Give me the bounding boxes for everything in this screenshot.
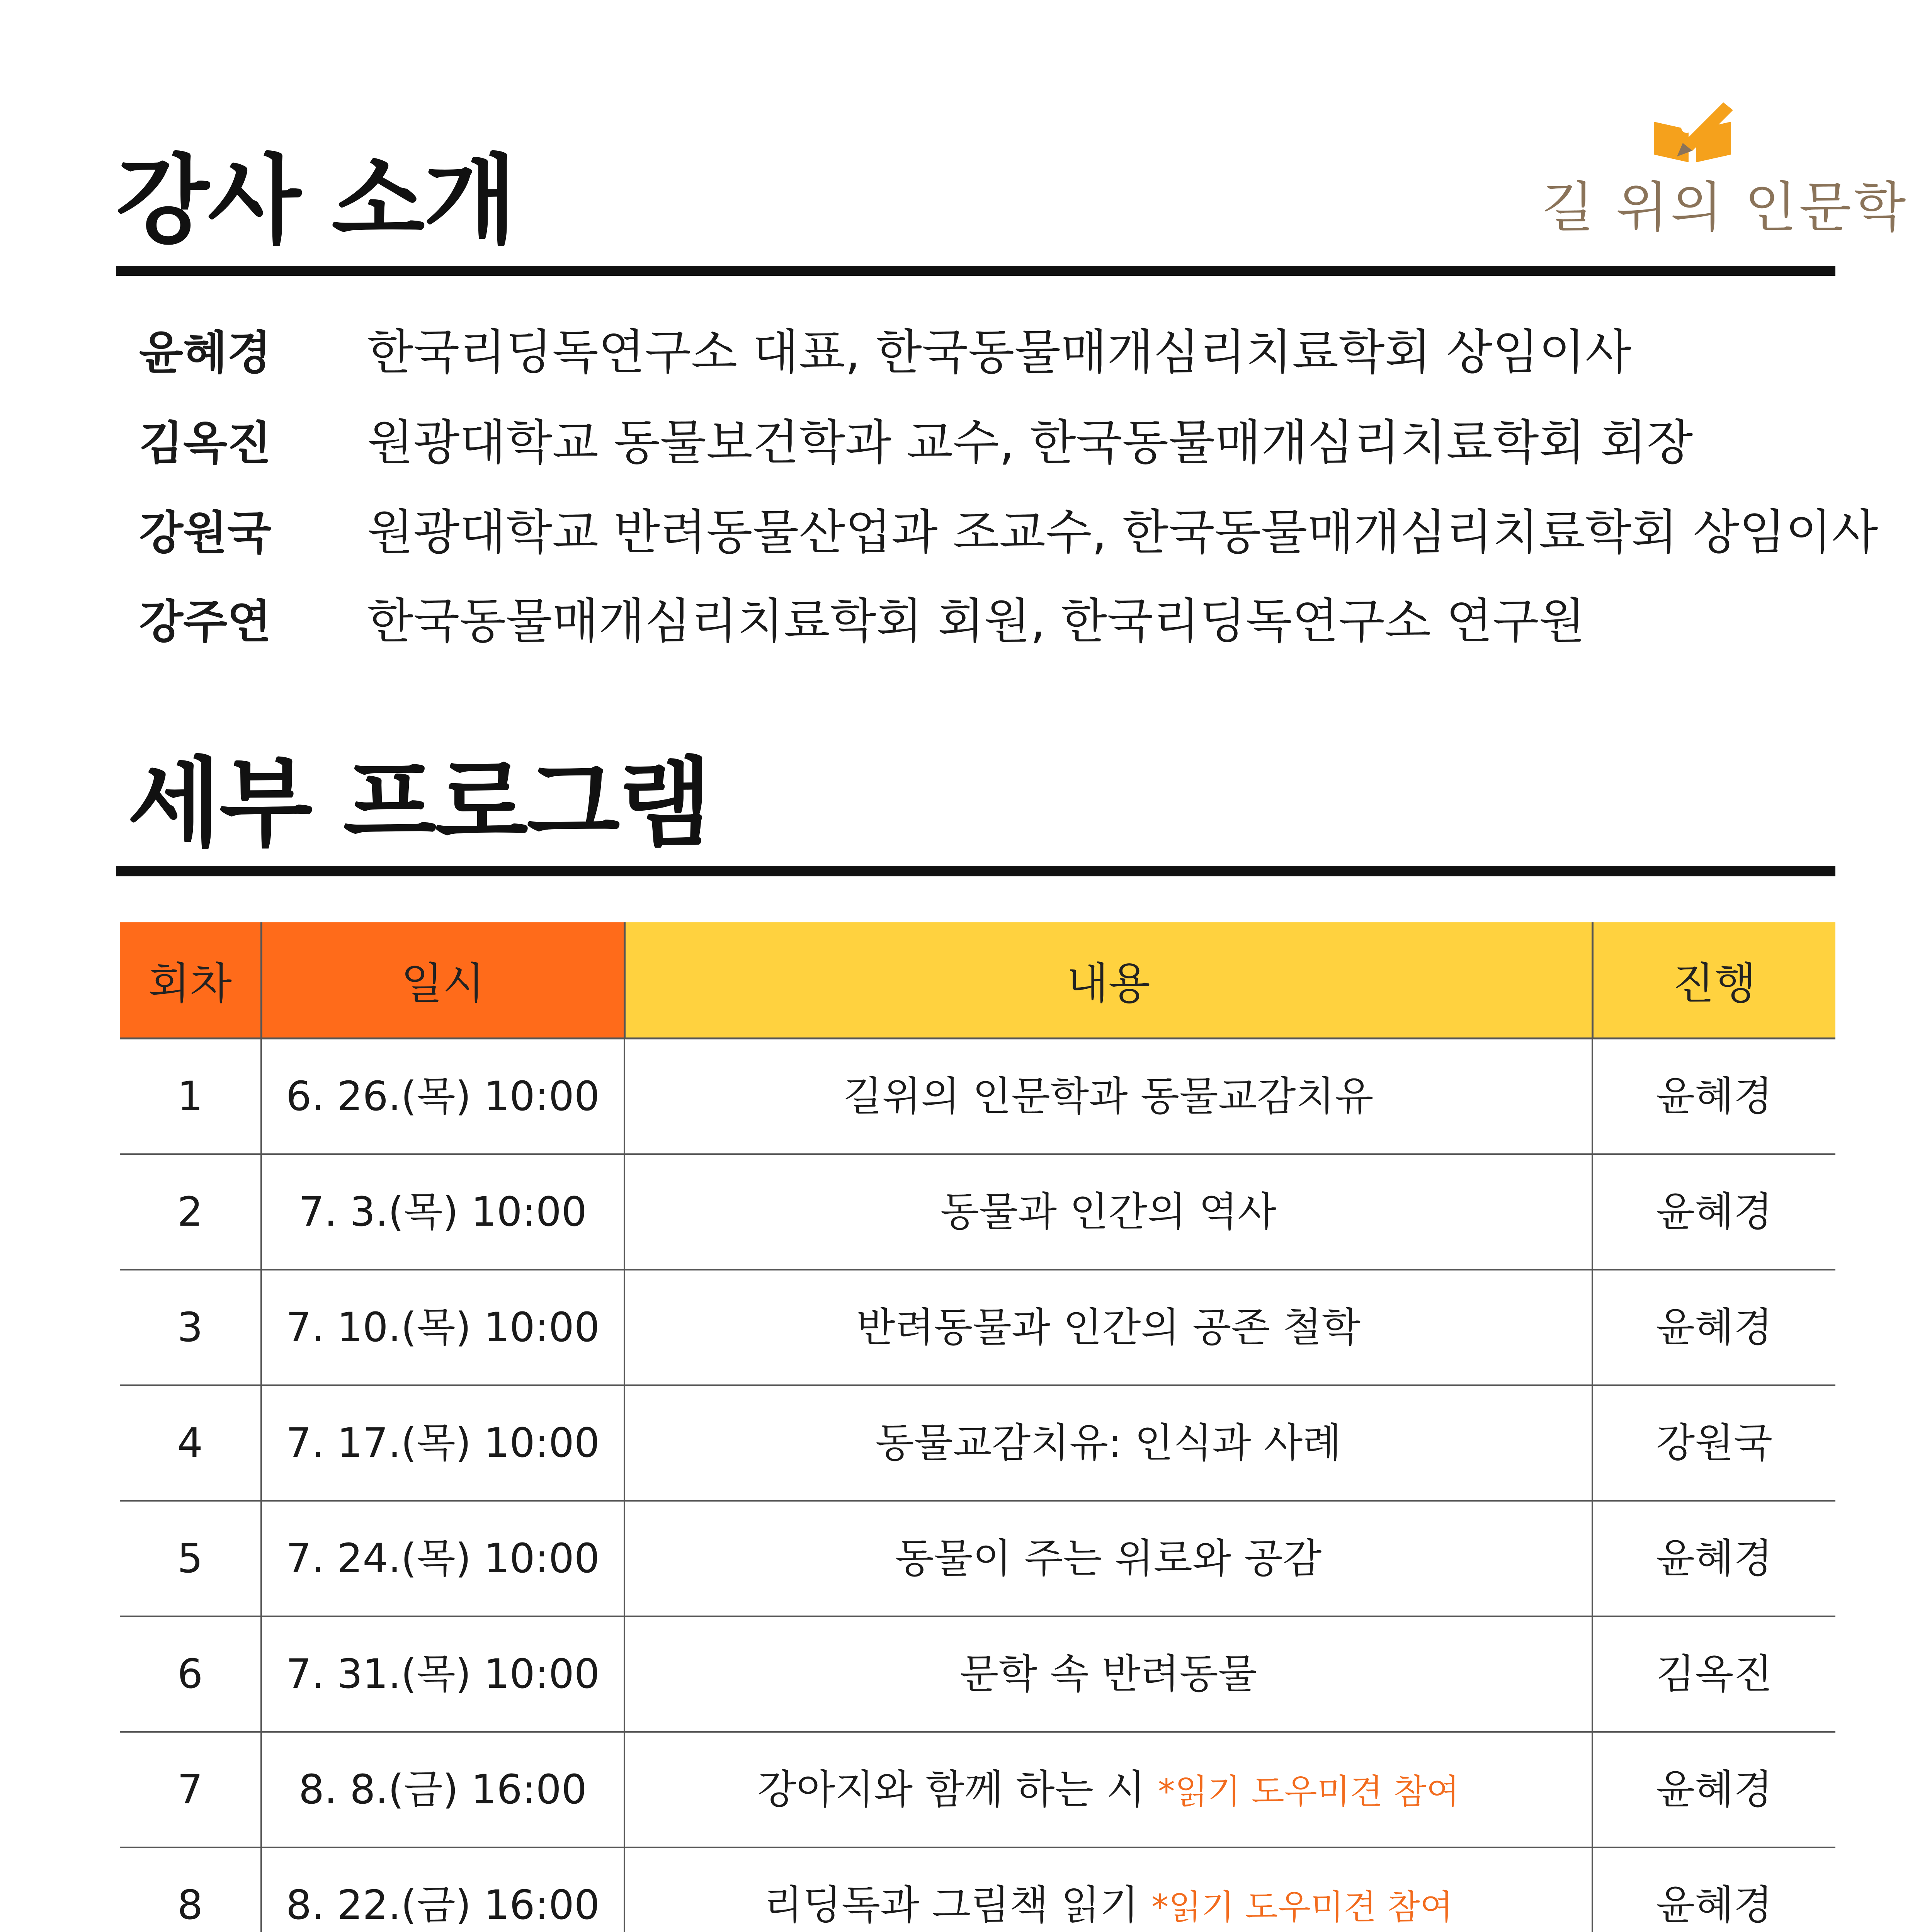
- session-lead: 윤혜경: [1592, 1154, 1835, 1270]
- participation-note: *읽기 도우미견 참여: [1158, 1772, 1459, 1812]
- session-content: [624, 1847, 1592, 1932]
- instructor-name: 윤혜경: [139, 326, 271, 379]
- instructor-desc: 한국동물매개심리치료학회 회원, 한국리딩독연구소 연구원: [367, 594, 1585, 649]
- session-content: [624, 1732, 1592, 1847]
- instructors-rule: [116, 266, 1835, 276]
- content-text: 리딩독과 그림책 읽기: [764, 1881, 1139, 1929]
- book-pen-icon: [1646, 99, 1739, 164]
- session-date: 6. 26.(목) 10:00: [261, 1039, 624, 1155]
- table-row: [120, 1732, 1835, 1847]
- content-text: 문학 속 반려동물: [959, 1650, 1257, 1698]
- header-content: 내용: [624, 922, 1592, 1039]
- instructor-name: 강주연: [139, 595, 271, 648]
- session-lead: 윤혜경: [1592, 1732, 1835, 1847]
- session-date: 8. 22.(금) 16:00: [261, 1847, 624, 1932]
- session-lead: 윤혜경: [1592, 1270, 1835, 1385]
- session-no: 1: [120, 1039, 261, 1155]
- session-no: 6: [120, 1616, 261, 1732]
- content-text: 반려동물과 인간의 공존 철학: [856, 1304, 1361, 1351]
- schedule-header-row: [120, 922, 1835, 1039]
- table-row: [120, 1501, 1835, 1616]
- session-date: 7. 24.(목) 10:00: [261, 1501, 624, 1616]
- instructor-desc: 원광대학교 동물보건학과 교수, 한국동물매개심리치료학회 회장: [367, 415, 1693, 471]
- schedule-table: [120, 922, 1835, 1932]
- session-no: 7: [120, 1732, 261, 1847]
- session-date: 8. 8.(금) 16:00: [261, 1732, 624, 1847]
- content-text: 동물과 인간의 역사: [940, 1188, 1277, 1236]
- participation-note: *읽기 도우미견 참여: [1151, 1887, 1453, 1927]
- program-title: 세부 프로그램: [128, 747, 711, 860]
- header-no: 회차: [120, 922, 261, 1039]
- brand-logo: [1542, 99, 1908, 239]
- session-lead: 윤혜경: [1592, 1501, 1835, 1616]
- table-row: [120, 1385, 1835, 1501]
- content-text: 길위의 인문학과 동물교감치유: [843, 1073, 1374, 1120]
- table-row: [120, 1847, 1835, 1932]
- session-no: 5: [120, 1501, 261, 1616]
- session-no: 2: [120, 1154, 261, 1270]
- header-date: 일시: [261, 922, 624, 1039]
- session-lead: 강원국: [1592, 1385, 1835, 1501]
- session-no: 8: [120, 1847, 261, 1932]
- session-date: 7. 10.(목) 10:00: [261, 1270, 624, 1385]
- session-date: 7. 17.(목) 10:00: [261, 1385, 624, 1501]
- table-row: [120, 1154, 1835, 1270]
- instructor-name: 김옥진: [139, 417, 271, 470]
- content-text: 동물교감치유: 인식과 사례: [875, 1419, 1342, 1467]
- session-date: 7. 3.(목) 10:00: [261, 1154, 624, 1270]
- session-content: [624, 1501, 1592, 1616]
- content-text: 강아지와 함께 하는 시: [757, 1766, 1145, 1813]
- session-content: [624, 1270, 1592, 1385]
- brand-name: 길 위의 인문학: [1542, 176, 1908, 239]
- session-no: 3: [120, 1270, 261, 1385]
- table-row: [120, 1616, 1835, 1732]
- instructor-desc: 원광대학교 반려동물산업과 조교수, 한국동물매개심리치료학회 상임이사: [367, 505, 1878, 560]
- table-row: [120, 1270, 1835, 1385]
- instructors-title: 강사 소개: [116, 145, 515, 257]
- header-lead: 진행: [1592, 922, 1835, 1039]
- content-text: 동물이 주는 위로와 공감: [895, 1535, 1322, 1582]
- session-content: [624, 1154, 1592, 1270]
- table-row: [120, 1039, 1835, 1155]
- session-content: [624, 1385, 1592, 1501]
- session-lead: 윤혜경: [1592, 1039, 1835, 1155]
- instructor-desc: 한국리딩독연구소 대표, 한국동물매개심리치료학회 상임이사: [367, 325, 1632, 380]
- session-content: [624, 1616, 1592, 1732]
- program-rule: [116, 866, 1835, 876]
- instructor-name: 강원국: [139, 506, 271, 560]
- session-date: 7. 31.(목) 10:00: [261, 1616, 624, 1732]
- session-lead: 윤혜경: [1592, 1847, 1835, 1932]
- session-lead: 김옥진: [1592, 1616, 1835, 1732]
- session-content: [624, 1039, 1592, 1155]
- session-no: 4: [120, 1385, 261, 1501]
